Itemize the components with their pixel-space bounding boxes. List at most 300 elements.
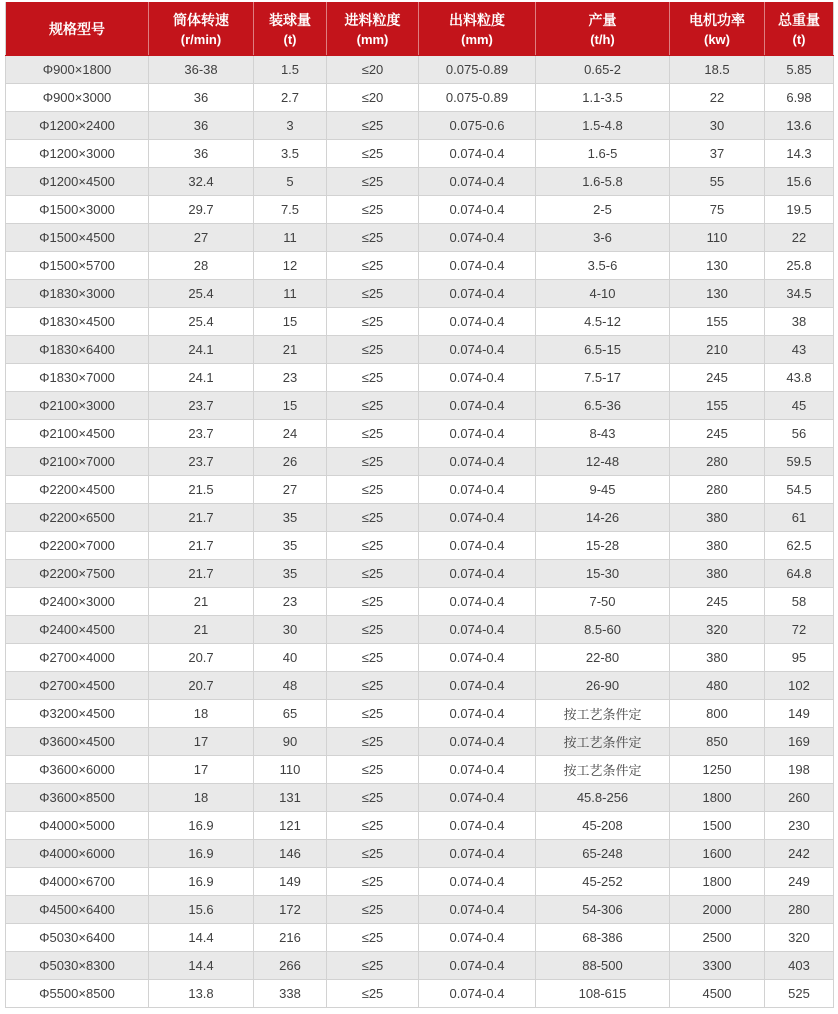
cell: 131	[254, 784, 327, 812]
cell: 5.85	[765, 56, 834, 84]
cell: 36	[149, 140, 254, 168]
cell: 14-26	[536, 504, 670, 532]
cell: 34.5	[765, 280, 834, 308]
cell: 380	[670, 532, 765, 560]
cell: 22	[765, 224, 834, 252]
cell: 65-248	[536, 840, 670, 868]
table-row	[6, 308, 834, 336]
cell: 0.074-0.4	[419, 252, 536, 280]
cell: Φ2400×4500	[6, 616, 149, 644]
cell: 266	[254, 952, 327, 980]
cell: Φ2200×7000	[6, 532, 149, 560]
cell: ≤25	[327, 924, 419, 952]
cell: Φ2700×4500	[6, 672, 149, 700]
cell: 6.98	[765, 84, 834, 112]
cell: 20.7	[149, 672, 254, 700]
cell: 8.5-60	[536, 616, 670, 644]
cell: 210	[670, 336, 765, 364]
cell: 48	[254, 672, 327, 700]
table-row	[6, 700, 834, 728]
cell: 380	[670, 560, 765, 588]
table-row	[6, 924, 834, 952]
cell: ≤25	[327, 224, 419, 252]
cell: Φ1830×7000	[6, 364, 149, 392]
cell: 14.3	[765, 140, 834, 168]
cell: 45	[765, 392, 834, 420]
cell: 38	[765, 308, 834, 336]
cell: 0.075-0.6	[419, 112, 536, 140]
cell: 146	[254, 840, 327, 868]
cell: 7.5	[254, 196, 327, 224]
cell: 按工艺条件定	[536, 756, 670, 784]
cell: 21	[149, 616, 254, 644]
cell: 338	[254, 980, 327, 1008]
cell: 1800	[670, 868, 765, 896]
cell: 2.7	[254, 84, 327, 112]
cell: 90	[254, 728, 327, 756]
cell: Φ2200×6500	[6, 504, 149, 532]
cell: ≤25	[327, 868, 419, 896]
cell: 按工艺条件定	[536, 700, 670, 728]
cell: 0.075-0.89	[419, 84, 536, 112]
cell: Φ5030×8300	[6, 952, 149, 980]
cell: 0.074-0.4	[419, 812, 536, 840]
cell: 242	[765, 840, 834, 868]
cell: 0.074-0.4	[419, 644, 536, 672]
cell: 245	[670, 588, 765, 616]
cell: Φ5030×6400	[6, 924, 149, 952]
cell: 35	[254, 504, 327, 532]
table-row	[6, 896, 834, 924]
column-header-unit: (t)	[792, 31, 806, 47]
cell: 0.074-0.4	[419, 840, 536, 868]
cell: Φ2200×4500	[6, 476, 149, 504]
cell: 18.5	[670, 56, 765, 84]
table-header	[6, 2, 834, 56]
cell: 0.074-0.4	[419, 196, 536, 224]
column-header-unit: (t)	[283, 31, 297, 47]
table-row	[6, 364, 834, 392]
cell: 32.4	[149, 168, 254, 196]
cell: Φ1830×6400	[6, 336, 149, 364]
cell: 3	[254, 112, 327, 140]
cell: 54.5	[765, 476, 834, 504]
cell: ≤25	[327, 448, 419, 476]
column-header-feed-size	[327, 2, 419, 56]
table-row	[6, 392, 834, 420]
table-row	[6, 224, 834, 252]
cell: 17	[149, 728, 254, 756]
cell: 0.074-0.4	[419, 392, 536, 420]
cell: 4-10	[536, 280, 670, 308]
cell: 0.074-0.4	[419, 448, 536, 476]
table-row	[6, 728, 834, 756]
cell: 480	[670, 672, 765, 700]
cell: Φ2100×4500	[6, 420, 149, 448]
cell: 121	[254, 812, 327, 840]
cell: 65	[254, 700, 327, 728]
cell: 1800	[670, 784, 765, 812]
cell: 26	[254, 448, 327, 476]
cell: 58	[765, 588, 834, 616]
cell: 64.8	[765, 560, 834, 588]
cell: 43	[765, 336, 834, 364]
cell: 55	[670, 168, 765, 196]
cell: 0.074-0.4	[419, 280, 536, 308]
cell: 22	[670, 84, 765, 112]
column-header-label: 装球量	[269, 11, 311, 28]
cell: 62.5	[765, 532, 834, 560]
cell: 130	[670, 252, 765, 280]
cell: ≤25	[327, 588, 419, 616]
cell: 68-386	[536, 924, 670, 952]
cell: 1.5	[254, 56, 327, 84]
cell: ≤25	[327, 980, 419, 1008]
cell: Φ2200×7500	[6, 560, 149, 588]
cell: 102	[765, 672, 834, 700]
table-row	[6, 280, 834, 308]
cell: ≤25	[327, 952, 419, 980]
cell: 320	[765, 924, 834, 952]
cell: Φ3200×4500	[6, 700, 149, 728]
cell: 24.1	[149, 364, 254, 392]
cell: ≤25	[327, 616, 419, 644]
table-row	[6, 644, 834, 672]
cell: Φ2400×3000	[6, 588, 149, 616]
table-row	[6, 168, 834, 196]
cell: 1250	[670, 756, 765, 784]
cell: Φ900×1800	[6, 56, 149, 84]
table-row	[6, 672, 834, 700]
cell: 24.1	[149, 336, 254, 364]
table-row	[6, 840, 834, 868]
cell: 36	[149, 112, 254, 140]
table-row	[6, 252, 834, 280]
cell: 0.075-0.89	[419, 56, 536, 84]
cell: 18	[149, 784, 254, 812]
table-row	[6, 588, 834, 616]
cell: 0.074-0.4	[419, 364, 536, 392]
cell: 25.4	[149, 280, 254, 308]
cell: ≤25	[327, 364, 419, 392]
cell: ≤25	[327, 308, 419, 336]
cell: 19.5	[765, 196, 834, 224]
cell: 2-5	[536, 196, 670, 224]
cell: 230	[765, 812, 834, 840]
cell: 23	[254, 588, 327, 616]
cell: 35	[254, 560, 327, 588]
column-header-unit: (mm)	[356, 31, 389, 47]
cell: 2500	[670, 924, 765, 952]
cell: ≤25	[327, 896, 419, 924]
cell: Φ1830×4500	[6, 308, 149, 336]
cell: 75	[670, 196, 765, 224]
cell: Φ1830×3000	[6, 280, 149, 308]
cell: 45-252	[536, 868, 670, 896]
table-row	[6, 980, 834, 1008]
cell: 850	[670, 728, 765, 756]
cell: Φ4000×6700	[6, 868, 149, 896]
cell: 23.7	[149, 448, 254, 476]
cell: 0.074-0.4	[419, 896, 536, 924]
cell: 7-50	[536, 588, 670, 616]
cell: Φ1500×3000	[6, 196, 149, 224]
cell: ≤25	[327, 168, 419, 196]
cell: 37	[670, 140, 765, 168]
column-header-label: 总重量	[778, 11, 820, 28]
cell: 13.6	[765, 112, 834, 140]
cell: 21	[149, 588, 254, 616]
cell: 216	[254, 924, 327, 952]
cell: ≤20	[327, 56, 419, 84]
table-row	[6, 784, 834, 812]
cell: ≤25	[327, 644, 419, 672]
cell: 36	[149, 84, 254, 112]
cell: 280	[670, 476, 765, 504]
cell: 4500	[670, 980, 765, 1008]
cell: 800	[670, 700, 765, 728]
cell: 245	[670, 420, 765, 448]
cell: 36-38	[149, 56, 254, 84]
cell: 380	[670, 644, 765, 672]
cell: Φ1200×2400	[6, 112, 149, 140]
cell: ≤25	[327, 560, 419, 588]
column-header-label: 电机功率	[689, 11, 745, 28]
table-row	[6, 336, 834, 364]
column-header-cylinder-speed	[149, 2, 254, 56]
table-row	[6, 756, 834, 784]
cell: 21.7	[149, 560, 254, 588]
cell: 54-306	[536, 896, 670, 924]
cell: 88-500	[536, 952, 670, 980]
cell: 45-208	[536, 812, 670, 840]
cell: ≤25	[327, 336, 419, 364]
table-row	[6, 84, 834, 112]
cell: 30	[670, 112, 765, 140]
cell: Φ1500×5700	[6, 252, 149, 280]
cell: 7.5-17	[536, 364, 670, 392]
cell: 24	[254, 420, 327, 448]
cell: 按工艺条件定	[536, 728, 670, 756]
cell: 26-90	[536, 672, 670, 700]
cell: 16.9	[149, 812, 254, 840]
table-row	[6, 952, 834, 980]
column-header-motor-power	[670, 2, 765, 56]
cell: 28	[149, 252, 254, 280]
cell: ≤25	[327, 196, 419, 224]
cell: 149	[254, 868, 327, 896]
cell: 0.074-0.4	[419, 868, 536, 896]
cell: 525	[765, 980, 834, 1008]
cell: Φ4000×5000	[6, 812, 149, 840]
cell: 30	[254, 616, 327, 644]
table-row	[6, 56, 834, 84]
column-header-discharge-size	[419, 2, 536, 56]
cell: 15.6	[149, 896, 254, 924]
cell: ≤25	[327, 756, 419, 784]
cell: 0.074-0.4	[419, 532, 536, 560]
column-header-total-weight	[765, 2, 834, 56]
cell: 403	[765, 952, 834, 980]
cell: 2000	[670, 896, 765, 924]
table-row	[6, 420, 834, 448]
cell: ≤25	[327, 784, 419, 812]
cell: 21.7	[149, 532, 254, 560]
cell: 0.074-0.4	[419, 560, 536, 588]
cell: ≤25	[327, 252, 419, 280]
cell: 6.5-36	[536, 392, 670, 420]
cell: 0.074-0.4	[419, 952, 536, 980]
table-row	[6, 868, 834, 896]
cell: 13.8	[149, 980, 254, 1008]
column-header-unit: (t/h)	[590, 31, 615, 47]
cell: Φ5500×8500	[6, 980, 149, 1008]
cell: 21	[254, 336, 327, 364]
cell: 3300	[670, 952, 765, 980]
cell: 0.074-0.4	[419, 756, 536, 784]
column-header-unit: (r/min)	[180, 31, 222, 47]
cell: 15-30	[536, 560, 670, 588]
column-header-label: 规格型号	[49, 20, 105, 37]
specification-table	[5, 2, 834, 1008]
cell: 245	[670, 364, 765, 392]
cell: 0.074-0.4	[419, 140, 536, 168]
cell: 0.074-0.4	[419, 980, 536, 1008]
cell: 110	[670, 224, 765, 252]
cell: 72	[765, 616, 834, 644]
table-row	[6, 532, 834, 560]
table-row	[6, 112, 834, 140]
cell: ≤25	[327, 700, 419, 728]
cell: 17	[149, 756, 254, 784]
cell: 35	[254, 532, 327, 560]
cell: 11	[254, 280, 327, 308]
cell: 249	[765, 868, 834, 896]
cell: 108-615	[536, 980, 670, 1008]
cell: Φ2100×3000	[6, 392, 149, 420]
cell: 149	[765, 700, 834, 728]
cell: 15-28	[536, 532, 670, 560]
cell: 27	[149, 224, 254, 252]
cell: ≤25	[327, 112, 419, 140]
table-body	[6, 56, 834, 1008]
cell: 155	[670, 308, 765, 336]
cell: 3.5	[254, 140, 327, 168]
cell: 3-6	[536, 224, 670, 252]
table-row	[6, 616, 834, 644]
table-row	[6, 196, 834, 224]
cell: 11	[254, 224, 327, 252]
cell: 110	[254, 756, 327, 784]
column-header-ball-load	[254, 2, 327, 56]
cell: 45.8-256	[536, 784, 670, 812]
cell: 9-45	[536, 476, 670, 504]
cell: Φ3600×6000	[6, 756, 149, 784]
cell: 25.4	[149, 308, 254, 336]
cell: 0.074-0.4	[419, 924, 536, 952]
table-row	[6, 560, 834, 588]
cell: 12-48	[536, 448, 670, 476]
cell: Φ900×3000	[6, 84, 149, 112]
cell: 0.074-0.4	[419, 168, 536, 196]
cell: Φ4000×6000	[6, 840, 149, 868]
cell: 43.8	[765, 364, 834, 392]
cell: ≤25	[327, 672, 419, 700]
cell: 23	[254, 364, 327, 392]
cell: Φ3600×4500	[6, 728, 149, 756]
cell: 0.074-0.4	[419, 784, 536, 812]
column-header-capacity	[536, 2, 670, 56]
cell: 22-80	[536, 644, 670, 672]
cell: 260	[765, 784, 834, 812]
cell: 14.4	[149, 924, 254, 952]
cell: Φ1200×4500	[6, 168, 149, 196]
cell: 23.7	[149, 392, 254, 420]
cell: 40	[254, 644, 327, 672]
cell: 15	[254, 308, 327, 336]
cell: 1.6-5	[536, 140, 670, 168]
column-header-unit: (kw)	[704, 31, 730, 47]
cell: Φ2700×4000	[6, 644, 149, 672]
cell: 1.1-3.5	[536, 84, 670, 112]
table-row	[6, 140, 834, 168]
cell: 0.074-0.4	[419, 616, 536, 644]
cell: 3.5-6	[536, 252, 670, 280]
cell: 0.074-0.4	[419, 672, 536, 700]
column-header-model	[6, 2, 149, 56]
cell: 5	[254, 168, 327, 196]
cell: 56	[765, 420, 834, 448]
column-header-label: 筒体转速	[173, 11, 229, 28]
cell: 380	[670, 504, 765, 532]
cell: 16.9	[149, 868, 254, 896]
cell: 0.074-0.4	[419, 700, 536, 728]
cell: 172	[254, 896, 327, 924]
column-header-label: 出料粒度	[449, 11, 505, 28]
cell: 21.7	[149, 504, 254, 532]
cell: Φ1200×3000	[6, 140, 149, 168]
cell: ≤25	[327, 812, 419, 840]
cell: 21.5	[149, 476, 254, 504]
cell: ≤25	[327, 392, 419, 420]
table-row	[6, 504, 834, 532]
cell: 1.6-5.8	[536, 168, 670, 196]
cell: ≤25	[327, 476, 419, 504]
cell: 12	[254, 252, 327, 280]
cell: 280	[765, 896, 834, 924]
cell: ≤25	[327, 532, 419, 560]
table-row	[6, 476, 834, 504]
cell: 14.4	[149, 952, 254, 980]
cell: 25.8	[765, 252, 834, 280]
cell: ≤25	[327, 420, 419, 448]
table-row	[6, 812, 834, 840]
cell: 15.6	[765, 168, 834, 196]
cell: Φ3600×8500	[6, 784, 149, 812]
cell: 0.074-0.4	[419, 224, 536, 252]
cell: 59.5	[765, 448, 834, 476]
cell: ≤25	[327, 504, 419, 532]
cell: Φ2100×7000	[6, 448, 149, 476]
cell: 0.074-0.4	[419, 476, 536, 504]
cell: ≤25	[327, 280, 419, 308]
cell: 15	[254, 392, 327, 420]
cell: 23.7	[149, 420, 254, 448]
cell: 0.074-0.4	[419, 336, 536, 364]
cell: 61	[765, 504, 834, 532]
cell: 169	[765, 728, 834, 756]
cell: 4.5-12	[536, 308, 670, 336]
